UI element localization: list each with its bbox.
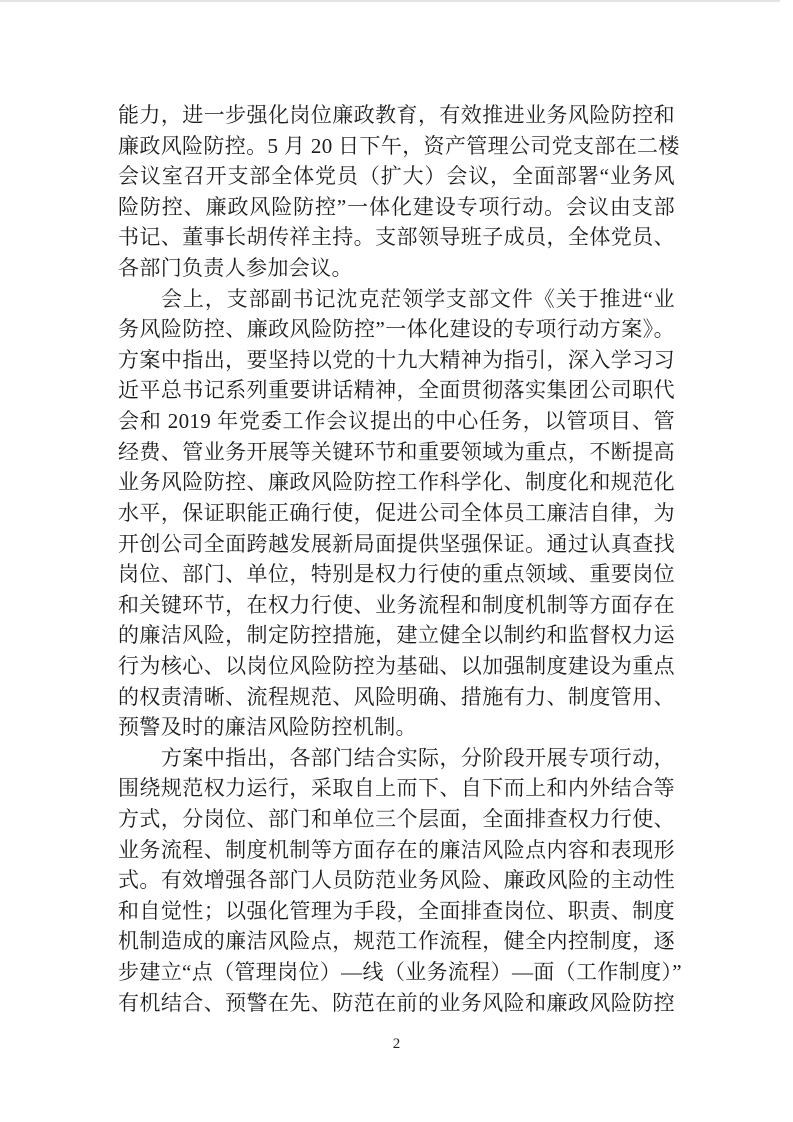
text-line: 机制造成的廉洁风险点，规范工作流程，健全内控制度，逐: [118, 929, 675, 954]
text-line: 和关键环节，在权力行使、业务流程和制度机制等方面存在: [118, 592, 675, 617]
text-line: 的廉洁风险，制定防控措施，建立健全以制约和监督权力运: [118, 623, 675, 648]
text-line: 能力，进一步强化岗位廉政教育，有效推进业务风险防控和: [118, 103, 675, 127]
text-line: 业务流程、制度机制等方面存在的廉洁风险点内容和表现形: [118, 837, 675, 862]
text-line: 方案中指出，要坚持以党的十九大精神为指引，深入学习习: [118, 347, 675, 372]
text-line: 步建立“点（管理岗位）—线（业务流程）—面（工作制度）”: [118, 960, 682, 985]
text-line: 预警及时的廉洁风险防控机制。: [118, 715, 417, 740]
text-line: 险防控、廉政风险防控”一体化建设专项行动。会议由支部: [118, 194, 675, 219]
text-line: 会和 2019 年党委工作会议提出的中心任务，以管项目、管: [118, 409, 675, 434]
text-line: 各部门负责人参加会议。: [118, 256, 353, 281]
text-line: 行为核心、以岗位风险防控为基础、以加强制度建设为重点: [118, 653, 675, 678]
text-line: 开创公司全面跨越发展新局面提供坚强保证。通过认真查找: [118, 531, 675, 556]
text-line: 会上，支部副书记沈克茫领学支部文件《关于推进“业: [161, 286, 675, 311]
text-line: 务风险防控、廉政风险防控”一体化建设的专项行动方案》。: [118, 317, 675, 342]
paragraph: [118, 100, 680, 284]
text-line: 和自觉性；以强化管理为手段，全面排查岗位、职责、制度: [118, 898, 675, 923]
text-line: 围绕规范权力运行，采取自上而下、自下而上和内外结合等: [118, 776, 675, 801]
text-line: 岗位、部门、单位，特别是权力行使的重点领域、重要岗位: [118, 562, 675, 587]
page-number: 2: [392, 1036, 401, 1052]
text-line: 廉政风险防控。5 月 20 日下午，资产管理公司党支部在二楼: [118, 133, 680, 158]
text-line: 业务风险防控、廉政风险防控工作科学化、制度化和规范化: [118, 470, 675, 495]
text-line: 会议室召开支部全体党员（扩大）会议，全面部署“业务风: [118, 164, 675, 189]
paragraph: [118, 284, 675, 743]
text-line: 方式，分岗位、部门和单位三个层面，全面排查权力行使、: [118, 807, 675, 832]
page-footer: [0, 1035, 793, 1053]
text-line: 式。有效增强各部门人员防范业务风险、廉政风险的主动性: [118, 868, 675, 893]
scan-edge-artifact: [0, 0, 780, 2]
text-line: 水平，保证职能正确行使，促进公司全体员工廉洁自律，为: [118, 500, 675, 525]
text-line: 近平总书记系列重要讲话精神，全面贯彻落实集团公司职代: [118, 378, 675, 403]
document-body: [118, 100, 682, 1018]
text-line: 经费、管业务开展等关键环节和重要领域为重点，不断提高: [118, 439, 675, 464]
text-line: 方案中指出，各部门结合实际，分阶段开展专项行动，: [161, 745, 675, 770]
paragraph: [118, 743, 682, 1018]
text-line: 书记、董事长胡传祥主持。支部领导班子成员，全体党员、: [118, 225, 675, 250]
text-line: 的权责清晰、流程规范、风险明确、措施有力、制度管用、: [118, 684, 675, 709]
text-line: 有机结合、预警在先、防范在前的业务风险和廉政风险防控: [118, 990, 675, 1015]
